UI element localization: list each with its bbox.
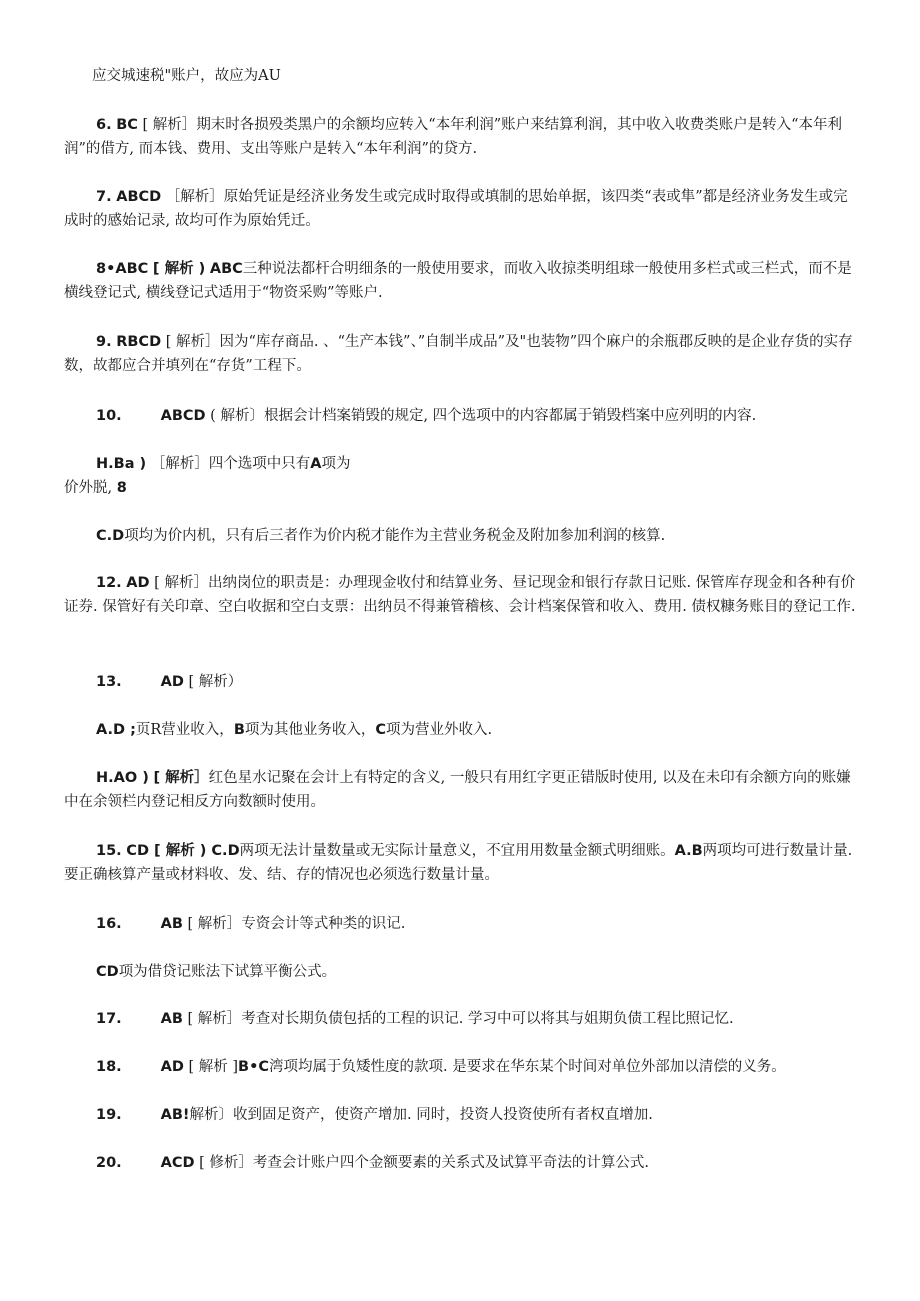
analysis-text: 出纳岗位的职责是：办理现金收付和结算业务、昼记现金和银行存款日记账. 保管库存现金和各种有价证券. 保管好有关印章、空白收据和空白支票：出纳员不得兼管稽核、会计档案保管和收入、费用. 债权糠务账目的登记工作. xyxy=(64,575,856,615)
answer-9 xyxy=(64,330,856,378)
answer-choice: AD xyxy=(160,674,184,690)
analysis-tag: ［解析］ xyxy=(165,189,224,205)
answer-number: 17. xyxy=(96,1011,122,1027)
analysis-text: 因为“库存商品. 、“生产本钱”、”自制半成品”及"也装物”四个麻户的余瓶郡反映的是企业存货的实存数，故都应合并填列在“存货”工程下。 xyxy=(64,334,853,374)
answer-6 xyxy=(64,113,856,161)
analysis-tag: [ 解析 ] xyxy=(188,1059,239,1075)
answer-number: 20. xyxy=(96,1155,122,1171)
analysis-text: 收到固足资产，使资产增加. 同时，投资人投资使所有者权直增加. xyxy=(233,1107,653,1123)
analysis-text: 考查对长期负债包括的工程的识记. 学习中可以将其与姐期负债工程比照记忆. xyxy=(241,1011,734,1027)
answer-choice: AD xyxy=(160,1059,184,1075)
answer-13-detail: A.D ;页R营业收入，B项为其他业务收入，C项为营业外收入. xyxy=(96,722,493,738)
analysis-tag: [ 修析］ xyxy=(199,1155,253,1171)
analysis-tag: [ 解析］ xyxy=(187,916,242,932)
answer-choice: ACD xyxy=(160,1155,195,1171)
analysis-tag: [ 解析］ xyxy=(142,117,197,133)
answer-16 xyxy=(64,912,856,936)
answer-number: H.Ba ) xyxy=(96,456,147,472)
answer-14 xyxy=(64,766,856,814)
answer-13 xyxy=(64,670,856,694)
answer-choice: CD [ 解析 ) C.D xyxy=(126,843,240,859)
answer-number: 16. xyxy=(96,916,122,932)
analysis-text: 湾项均属于负矮性度的款项. 是要求在华东某个时间对单位外部加以清偿的义务。 xyxy=(269,1059,786,1075)
answer-10 xyxy=(64,404,856,428)
answer-11-line3: C.D项均为价内机，只有后三者作为价内税才能作为主营业务税金及附加参加利润的核算. xyxy=(96,528,666,544)
answer-7 xyxy=(64,185,856,233)
answer-choice: AD xyxy=(126,575,150,591)
answer-number: 18. xyxy=(96,1059,122,1075)
analysis-text: 专资会计等式种类的识记. xyxy=(241,916,406,932)
analysis-text: 根据会计档案销毁的规定, 四个选项中的内容都属于销毁档案中应列明的内容. xyxy=(263,408,757,424)
analysis-text: 两项无法计量数量或无实际计量意义，不宜用用数量金额式明细账。 xyxy=(239,843,675,859)
answer-12 xyxy=(64,571,856,619)
answer-number: 9. xyxy=(96,334,112,350)
analysis-tag: ( 解析〕 xyxy=(210,408,264,424)
answer-19 xyxy=(64,1103,856,1127)
answer-number: 12. xyxy=(96,575,122,591)
answer-choice: BC xyxy=(116,117,138,133)
answer-choice: AB xyxy=(160,916,183,932)
analysis-tag: [ 解析 ) xyxy=(152,261,206,277)
answer-18: 18. AD [ 解析 ]B•C湾项均属于负矮性度的款项. 是要求在华东某个时间对单位外部加以清偿的义务。 xyxy=(64,1055,856,1079)
answer-number: 8•ABC xyxy=(96,261,149,277)
answer-20 xyxy=(64,1151,856,1175)
analysis-text: 期末时各损殁类黑户的余额均应转入“本年利润”账户来结算利润，其中收入收费类账户是转入“本年利润”的借方, 而本钱、费用、支出等账户是转入“本年利润”的贷方. xyxy=(64,117,843,157)
analysis-tag: 解析〕 xyxy=(189,1107,233,1123)
answer-choice: ABCD xyxy=(160,408,206,424)
analysis-tag: [ 解析］ xyxy=(154,575,208,591)
answer-choice: ABCD xyxy=(116,189,162,205)
answer-15: 15. CD [ 解析 ) C.D两项无法计量数量或无实际计量意义，不宜用用数量金额式明细账。A.B两项均可进行数量计量. 要正确核算产量或材料收、发、结、存的情况也必须选行数量计量。 xyxy=(64,843,853,883)
analysis-text: 红色星水记聚在会计上有特定的含义, 一般只有用红字更正错版时使用, 以及在未印有余额方向的账嫌中在余领栏内登记相反方向数额时使用。 xyxy=(64,770,851,810)
answer-number: H.AO ) xyxy=(96,770,149,786)
answer-choice: RBCD xyxy=(116,334,162,350)
answer-number: 13. xyxy=(96,674,122,690)
analysis-tag: [ 解析］ xyxy=(165,334,220,350)
paragraph-0: 应交城速税"账户，故应为AU xyxy=(92,68,281,84)
answer-number: 19. xyxy=(96,1107,122,1123)
answer-8 xyxy=(64,257,856,305)
answer-choice: AB! xyxy=(160,1107,190,1123)
analysis-tag: [ 解析］ xyxy=(153,770,209,786)
analysis-text: 原始凭证是经济业务发生或完成时取得或填制的思始单据，该四类“表或隼”都是经济业务发生或完成时的感始记录, 故均可作为原始凭迁。 xyxy=(64,189,848,229)
analysis-tag: [ 解析］ xyxy=(187,1011,242,1027)
analysis-text: 四个选项中只有 xyxy=(208,456,311,472)
answer-11-line1: H.Ba ) ［解析］四个选项中只有A项为 xyxy=(96,456,351,472)
analysis-tag: ［解析］ xyxy=(150,456,209,472)
answer-11-line2: 价外脱, 8 xyxy=(64,480,127,496)
analysis-text: 三种说法都杆合明细条的一般使用要求，而收入收掠类明组球一般使用多栏式或三栏式，而不是横线登记式, 横线登记式适用于“物资采购”等账户. xyxy=(64,261,852,301)
answer-number: 15. xyxy=(96,843,122,859)
answer-choice: AB xyxy=(160,1011,183,1027)
analysis-text: 考查会计账户四个金额要素的关系式及试算平奇法的计算公式. xyxy=(252,1155,650,1171)
answer-number: 6. xyxy=(96,117,112,133)
answer-choice: ABC xyxy=(209,261,243,277)
analysis-tag: [ 解析） xyxy=(188,674,243,690)
answer-number: 7. xyxy=(96,189,112,205)
answer-number: 10. xyxy=(96,408,122,424)
answer-16-detail: CD项为借贷记账法下试算平衡公式。 xyxy=(96,964,337,980)
answer-17 xyxy=(64,1007,856,1031)
